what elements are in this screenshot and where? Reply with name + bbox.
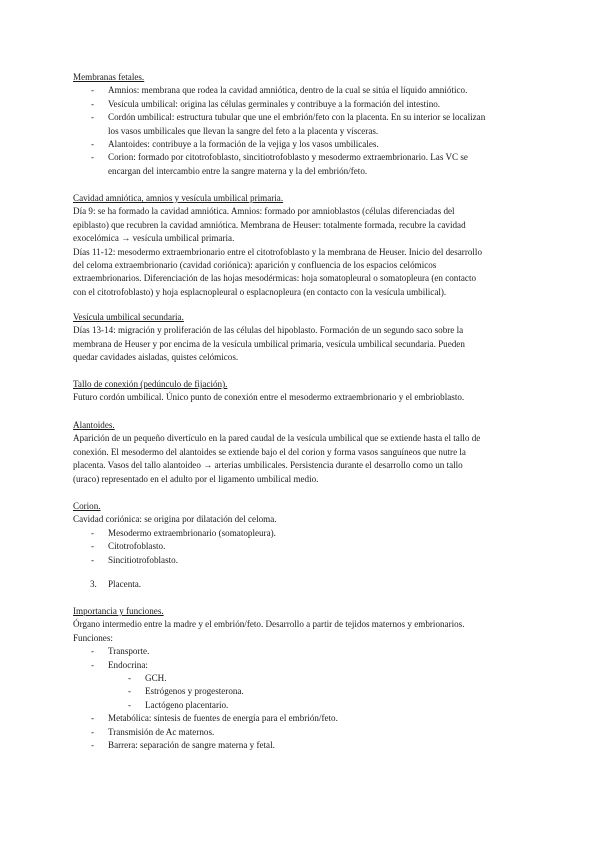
funciones-list (73, 645, 533, 672)
corion-list (73, 527, 533, 567)
list-item: - Amnios: membrana que rodea la cavidad amniótica, dentro de la cual se sitúa el líquido amniótico. (73, 84, 533, 97)
section-cavidad (73, 192, 533, 299)
paragraph-tallo: Futuro cordón umbilical. Único punto de conexión entre el mesodermo extraembrionario y el embrioblasto. (73, 392, 465, 403)
list-item: - Transporte. (73, 645, 533, 658)
section-alantoides (73, 419, 533, 486)
section-tallo (73, 378, 533, 405)
paragraph-alantoides: Aparición de un pequeño divertículo en la pared caudal de la vesícula umbilical que se extiende hasta el tallo de conexión. El mesodermo del alantoides se extiende bajo el del corion y forma vasos sanguíneos que nutre la placenta. Vasos del tallo alantoideo → arterias umbilicales. Persistencia durante el desarrollo como un tallo (uraco) representado en el adulto por el ligamento umbilical medio. (73, 433, 481, 484)
list-item: - Citotrofoblasto. (73, 540, 533, 553)
list-item: - Barrera: separación de sangre materna y fetal. (73, 739, 533, 752)
list-item: - Cordón umbilical: estructura tubular que une el embrión/feto con la placenta. En su interior se localizan los vasos umbilicales que llevan la sangre del feto a la placenta y vísceras. (73, 111, 533, 138)
heading-tallo: Tallo de conexión (pedúnculo de fijación). (73, 379, 228, 389)
heading-vesicula: Vesícula umbilical secundaria. (73, 312, 184, 322)
section-corion (73, 500, 533, 567)
importancia-intro: Órgano intermedio entre la madre y el embrión/feto. Desarrollo a partir de tejidos maternos y embrionarios. (73, 619, 465, 630)
numbered-item-text: Placenta. (108, 579, 142, 589)
paragraph-vesicula: Días 13-14: migración y proliferación de las células del hipoblasto. Formación de un segundo saco sobre la membrana de Heuser y por encima de la vesícula umbilical primaria, vesícula umbilical secundaria. Pueden quedar cavidades aisladas, quistes celómicos. (73, 325, 465, 363)
heading-importancia: Importancia y funciones. (73, 606, 164, 616)
paragraph-cavidad: Día 9: se ha formado la cavidad amniótica. Amnios: formado por amnioblastos (células diferenciadas del epiblasto) que recubren la cavidad amniótica. Membrana de Heuser: totalmente formada, recubre la cavidad exocelómica → vesícula umbilical primaria. Días 11-12: mesodermo extraembrionario entre el citotrofoblasto y la membrana de Heuser. Inicio del desarrollo del celoma extraembrionario (cavidad coriónica): aparición y confluencia de los espacios celómicos extraembrionarios. Diferenciación de las hojas mesodérmicas: hoja somatopleural o somatopleura (en contacto con el citotrofoblasto) y hoja esplacnopleural o esplacnopleura (en contacto con la vesícula umbilical). (73, 206, 482, 297)
section-vesicula (73, 311, 533, 365)
section-membranas (73, 71, 533, 178)
list-item: - Sincitiotrofoblasto. (73, 554, 533, 567)
funciones-list-rest (73, 712, 533, 752)
list-item: - Mesodermo extraembrionario (somatopleura). (73, 527, 533, 540)
heading-corion: Corion. (73, 501, 101, 511)
heading-membranas: Membranas fetales. (73, 72, 145, 82)
funciones-label: Funciones: (73, 632, 113, 643)
heading-alantoides: Alantoides. (73, 420, 115, 430)
list-number: 3. (90, 579, 97, 589)
endocrina-label: Endocrina: (108, 659, 148, 670)
membranas-list (73, 84, 533, 178)
sub-list-item: - GCH. (73, 672, 533, 685)
list-item: - Corion: formado por citotrofoblasto, sincitiotrofoblasto y mesodermo extraembrionario. Las VC se encargan del intercambio entre la sangre materna y la del embrión/feto. (73, 151, 533, 178)
sub-list-item: - Lactógeno placentario. (73, 699, 533, 712)
endocrina-sublist (73, 672, 533, 712)
list-item: - Alantoides: contribuye a la formación de la vejiga y los vasos umbilicales. (73, 138, 533, 151)
corion-intro: Cavidad coriónica: se origina por dilatación del celoma. (73, 514, 277, 525)
heading-cavidad: Cavidad amniótica, amnios y vesícula umbilical primaria. (73, 193, 284, 203)
numbered-item-placenta (73, 578, 568, 591)
sub-list-item: - Estrógenos y progesterona. (73, 685, 533, 698)
list-item: - Vesícula umbilical: origina las células germinales y contribuye a la formación del intestino. (73, 98, 533, 111)
section-importancia (73, 605, 533, 752)
list-item: - Transmisión de Ac maternos. (73, 726, 533, 739)
list-item (73, 659, 533, 672)
list-item: - Metabólica: síntesis de fuentes de energía para el embrión/feto. (73, 712, 533, 725)
